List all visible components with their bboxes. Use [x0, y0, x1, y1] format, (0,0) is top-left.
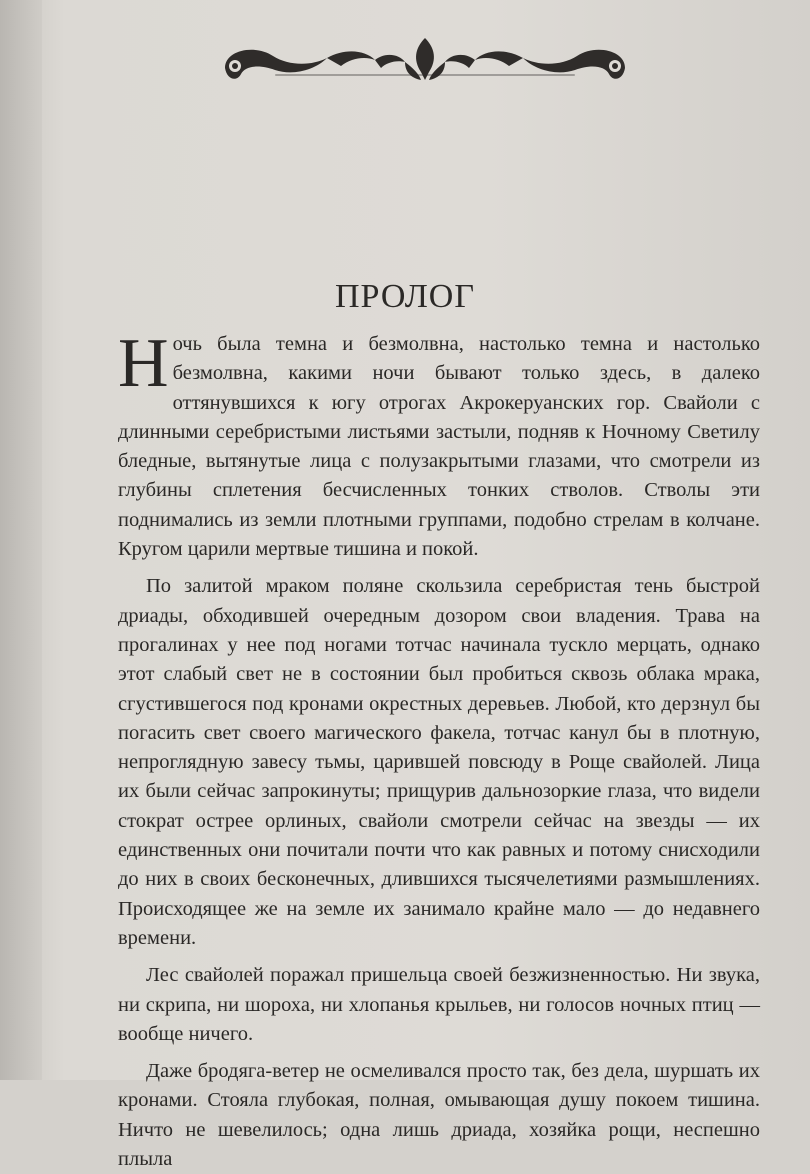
chapter-title: ПРОЛОГ — [334, 278, 475, 315]
body-text — [118, 325, 760, 1174]
paragraph-4: Даже бродяга-ветер не осмеливался просто так, без дела, шуршать их кронами. Стояла глубокая, полная, омывающая душу покоем тишина. Ничто не шевелилось; одна лишь дриада, хозяйка рощи, неспешно плыла — [118, 1060, 760, 1171]
paragraph-2: По залитой мраком поляне скользила серебристая тень быстрой дриады, обходившей очередным дозором свои владения. Трава на прогалинах у нее под ногами тотчас начинала тускло мерцать, однако этот слабый свет не в состоянии был пробиться сквозь облака мрака, сгустившегося под кронами окрестных деревьев. Любой, кто дерзнул бы погасить свет своего магического факела, тотчас канул бы в плотную, непроглядную завесу тьмы, царившей повсюду в Роще свайолей. Лица их были сейчас запрокинуты; прищурив дальнозоркие глаза, что видели стократ острее орлиных, свайоли смотрели сейчас на звезды — их единственных они почитали почти что как равных и потому снисходили до них в своих бесконечных, длившихся тысячелетиями размышлениях. Происходящее же на земле их занимало крайне мало — до недавнего времени. — [118, 575, 760, 949]
page-gutter — [0, 0, 42, 1080]
paragraph-1-text: очь была темна и безмолвна, настолько темна и настолько безмолвна, какими ночи бывают только здесь, в далеко оттянувшихся к югу отрогах Акрокеруанских гор. Свайоли с длинными серебристыми листьями застыли, подняв к Ночному Светилу бледные, вытянутые лица с полузакрытыми глазами, что смотрели из глубины сплетения бесчисленных тонких стволов. Стволы эти поднимались из земли плотными группами, подобно стрелам в колчане. Кругом царили мертвые тишина и покой. — [118, 333, 760, 561]
paragraph-3: Лес свайолей поражал пришельца своей безжизненностью. Ни звука, ни скрипа, ни шороха, ни хлопанья крыльев, ни голосов ночных птиц — вообще ничего. — [118, 964, 760, 1045]
drop-cap: Н — [118, 325, 169, 402]
ornament-divider-icon — [215, 30, 635, 90]
paragraph-1 — [118, 325, 760, 564]
